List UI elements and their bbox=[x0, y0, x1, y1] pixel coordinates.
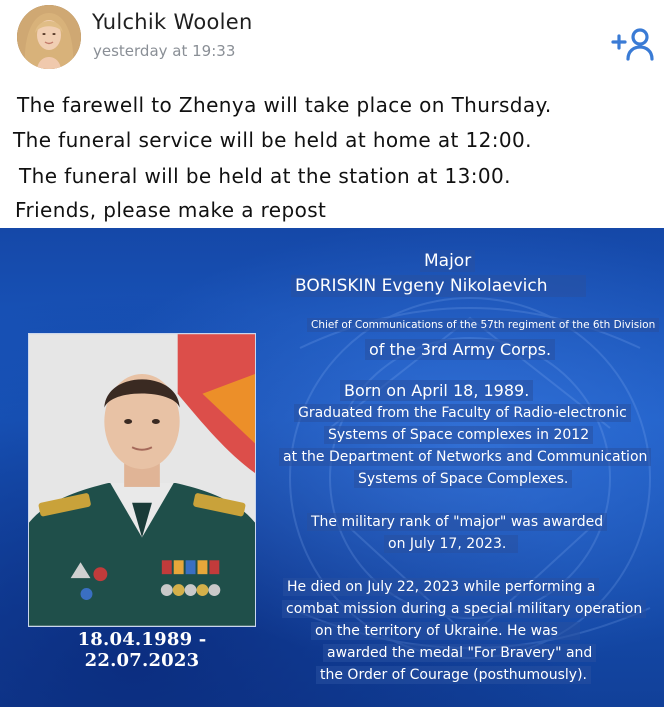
add-friend-icon bbox=[610, 26, 654, 62]
memorial-banner[interactable] bbox=[0, 228, 664, 707]
life-dates: 18.04.1989 - 22.07.2023 bbox=[77, 629, 207, 671]
bio-text: of the 3rd Army Corps. bbox=[365, 339, 555, 360]
rank-title: Major bbox=[420, 250, 475, 272]
author-name[interactable]: Yulchik Woolen bbox=[92, 10, 253, 34]
bio-text: combat mission during a special military operation bbox=[282, 600, 646, 618]
bio-text: on the territory of Ukraine. He was bbox=[311, 622, 580, 640]
bio-text: Systems of Space Complexes. bbox=[354, 470, 572, 488]
bio-text: The military rank of "major" was awarded bbox=[307, 513, 607, 531]
post-line: The funeral will be held at the station at 13:00. bbox=[19, 164, 511, 188]
bio-text: Systems of Space complexes in 2012 bbox=[324, 426, 593, 444]
bio-text: the Order of Courage (posthumously). bbox=[316, 666, 591, 684]
bio-text: awarded the medal "For Bravery" and bbox=[323, 644, 596, 662]
post-header bbox=[0, 0, 664, 80]
portrait-image bbox=[29, 334, 255, 626]
post-line: The funeral service will be held at home at 12:00. bbox=[13, 128, 532, 152]
bio-text: Born on April 18, 1989. bbox=[340, 380, 533, 401]
bio-text: Chief of Communications of the 57th regiment of the 6th Division bbox=[307, 318, 659, 332]
bio-text: on July 17, 2023. bbox=[384, 535, 518, 553]
avatar[interactable] bbox=[17, 5, 81, 69]
full-name: BORISKIN Evgeny Nikolaevich bbox=[291, 275, 586, 297]
add-friend-button[interactable] bbox=[610, 26, 654, 62]
post-line: The farewell to Zhenya will take place on Thursday. bbox=[17, 93, 552, 117]
post-line: Friends, please make a repost bbox=[15, 198, 327, 222]
bio-text: He died on July 22, 2023 while performing a bbox=[283, 578, 599, 596]
avatar-image bbox=[17, 5, 81, 69]
portrait-photo bbox=[28, 333, 256, 627]
post-timestamp[interactable]: yesterday at 19:33 bbox=[93, 42, 236, 60]
bio-text: Graduated from the Faculty of Radio-electronic bbox=[294, 404, 631, 422]
bio-text: at the Department of Networks and Communication bbox=[279, 448, 651, 466]
